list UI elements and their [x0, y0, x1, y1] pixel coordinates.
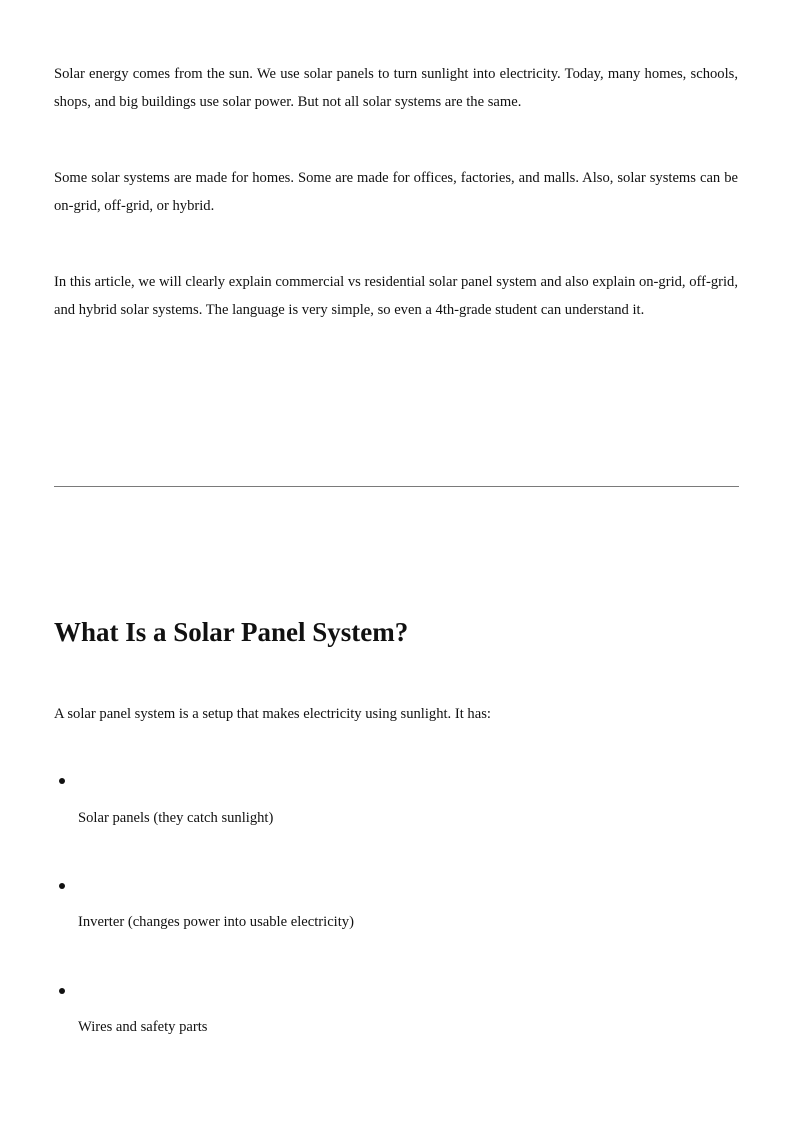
bullet-icon [59, 778, 65, 784]
list-item-text: Inverter (changes power into usable electricity) [78, 914, 354, 930]
list-item-text: Wires and safety parts [78, 1019, 208, 1035]
system-types-paragraph: Some solar systems are made for homes. Some are made for offices, factories, and malls. Also, solar systems can be on-grid, off-grid, or hybrid. [54, 170, 738, 214]
horizontal-divider [54, 486, 739, 487]
section-heading: What Is a Solar Panel System? [54, 617, 409, 647]
article-overview-paragraph: In this article, we will clearly explain commercial vs residential solar panel system and also explain on-grid, off-grid, and hybrid solar systems. The language is very simple, so even a 4th-grade student can understand it. [54, 274, 738, 318]
intro-paragraph: Solar energy comes from the sun. We use solar panels to turn sunlight into electricity. Today, many homes, schools, shops, and big buildings use solar power. But not all solar systems are the same. [54, 66, 738, 110]
list-item-text: Solar panels (they catch sunlight) [78, 810, 274, 826]
bullet-icon [59, 883, 65, 889]
section-intro-paragraph: A solar panel system is a setup that makes electricity using sunlight. It has: [54, 706, 491, 722]
bullet-icon [59, 988, 65, 994]
